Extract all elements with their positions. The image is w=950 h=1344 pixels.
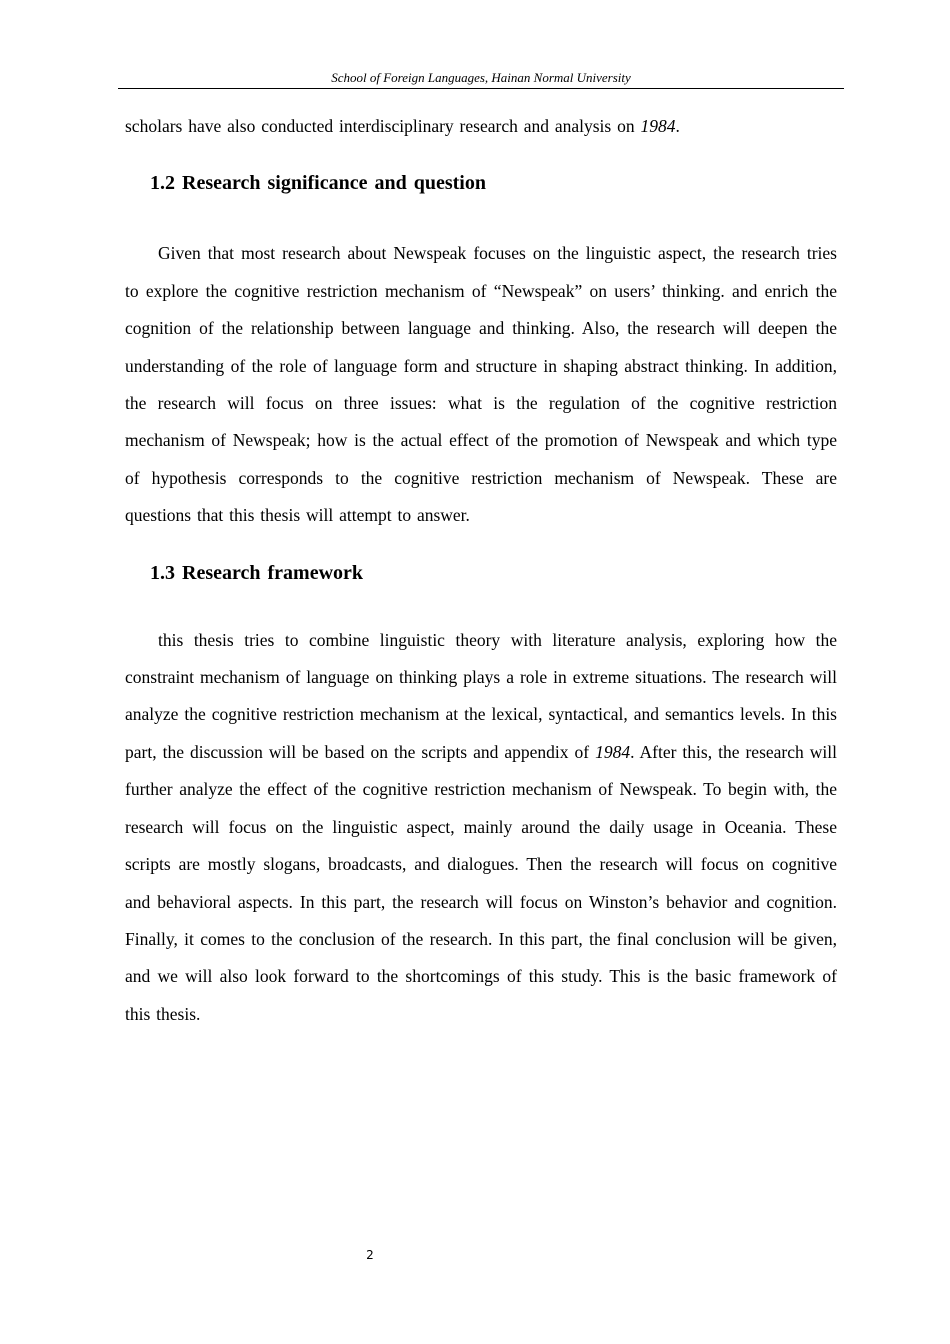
section-1-3-paragraph — [125, 622, 837, 1033]
section-1-3-text-part1: this thesis tries to combine linguistic theory with literature analysis, exploring how the constraint mechanism of language on thinking plays a role in extreme situations. The research will analyze the cognitive restriction mechanism at the lexical, syntactical, and semantics levels. In this part, the discussion will be based on the scripts and appendix of — [125, 629, 837, 762]
section-heading-1-2: 1.2 Research significance and question — [150, 172, 486, 195]
section-1-2-paragraph: Given that most research about Newspeak focuses on the linguistic aspect, the research tries to explore the cognitive restriction mechanism of “Newspeak” on users’ thinking. and enrich the cognition of the relationship between language and thinking. Also, the research will deepen the understanding of the role of language form and structure in shaping abstract thinking. In addition, the research will focus on three issues: what is the regulation of the cognitive restriction mechanism of Newspeak; how is the actual effect of the promotion of Newspeak and which type of hypothesis corresponds to the cognitive restriction mechanism of Newspeak. These are questions that this thesis will attempt to answer. — [125, 243, 837, 526]
section-1-3-text-part2: . After this, the research will further analyze the effect of the cognitive restriction mechanism of Newspeak. To begin with, the research will focus on the linguistic aspect, mainly around the daily usage in Oceania. These scripts are mostly slogans, broadcasts, and dialogues. Then the research will focus on cognitive and behavioral aspects. In this part, the research will focus on Winston’s behavior and cognition. Finally, it comes to the conclusion of the research. In this part, the final conclusion will be given, and we will also look forward to the shortcomings of this study. This is the basic framework of this thesis. — [125, 741, 837, 1024]
page-number: 2 — [366, 1248, 374, 1262]
running-header-text: School of Foreign Languages, Hainan Normal University — [331, 70, 631, 85]
book-title: 1984 — [640, 116, 676, 136]
book-title: 1984 — [595, 741, 631, 762]
section-heading-1-3: 1.3 Research framework — [150, 561, 364, 584]
intro-text: scholars have also conducted interdisciplinary research and analysis on — [125, 116, 641, 136]
intro-paragraph — [125, 108, 837, 145]
intro-period: . — [675, 116, 680, 136]
running-header — [118, 70, 844, 89]
page-body — [125, 108, 837, 1033]
